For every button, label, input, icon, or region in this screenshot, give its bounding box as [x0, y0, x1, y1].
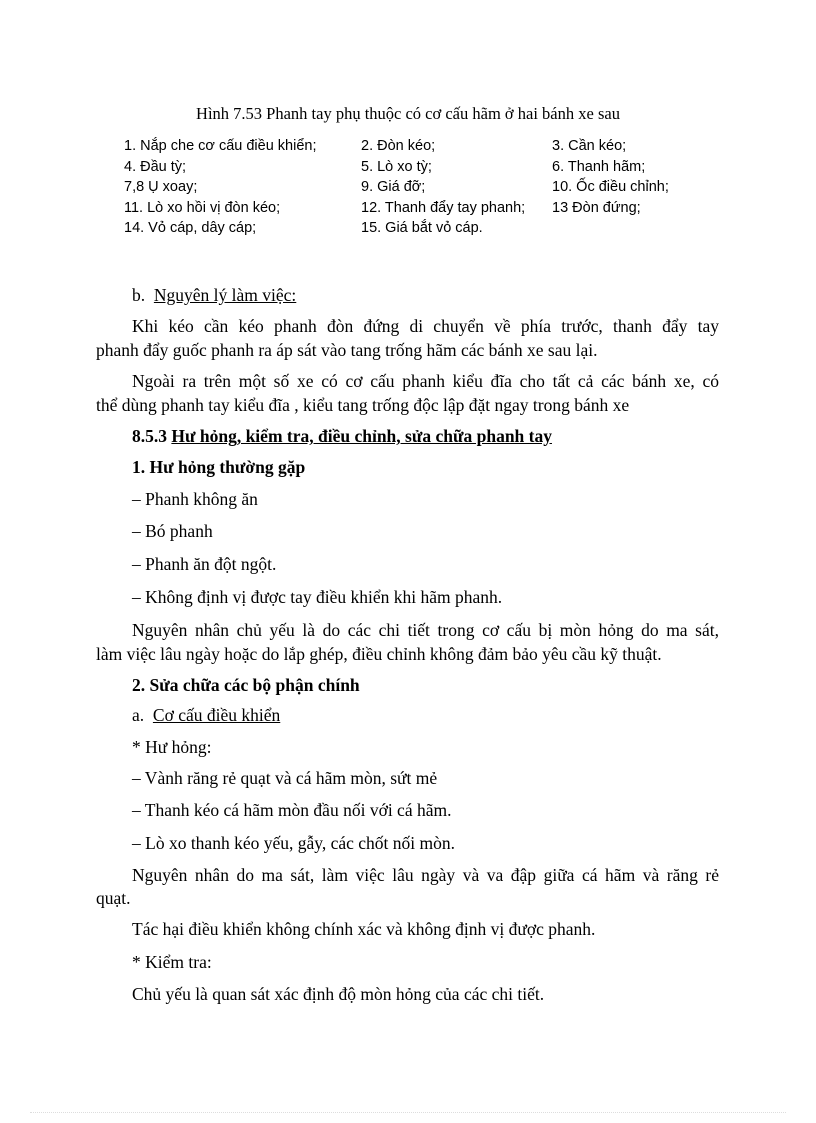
paragraph-line: Tác hại điều khiển không chính xác và không định vị được phanh. — [132, 919, 596, 939]
paragraph-line: Chủ yếu là quan sát xác định độ mòn hỏng của các chi tiết. — [132, 984, 545, 1004]
legend-item: 4. Đầu tỳ; — [124, 158, 187, 175]
legend-item: 6. Thanh hãm; — [552, 158, 646, 175]
paragraph-line: Nguyên nhân do ma sát, làm việc lâu ngày và va đập giữa cá hãm và răng rẻ — [132, 865, 719, 885]
repair-sub-title: Cơ cấu điều khiển — [152, 705, 281, 725]
subsection-heading: 2. Sửa chữa các bộ phận chính — [132, 675, 360, 695]
damage-label: * Hư hỏng: — [132, 737, 212, 757]
paragraph-line: thể dùng phanh tay kiểu đĩa , kiểu tang trống độc lập đặt ngay trong bánh xe — [96, 395, 630, 415]
legend-row — [124, 198, 724, 219]
legend-item: 14. Vỏ cáp, dây cáp; — [124, 220, 257, 236]
check-label: * Kiểm tra: — [132, 952, 212, 972]
paragraph-line: phanh đẩy guốc phanh ra áp sát vào tang trống hãm các bánh xe sau lại. — [96, 340, 598, 360]
legend-row — [124, 157, 724, 178]
section-title: Hư hỏng, kiểm tra, điều chỉnh, sửa chữa phanh tay — [171, 426, 552, 446]
legend-item: 11. Lò xo hồi vị đòn kéo; — [124, 199, 281, 216]
paragraph-line: quạt. — [96, 888, 131, 908]
list-item: – Thanh kéo cá hãm mòn đầu nối với cá hãm. — [132, 800, 452, 820]
legend-item: 13 Đòn đứng; — [552, 199, 641, 216]
repair-sub-label: a. — [132, 705, 145, 725]
list-item: – Bó phanh — [132, 521, 213, 541]
principle-title: Nguyên lý làm việc: — [153, 285, 297, 305]
legend-item: 1. Nắp che cơ cấu điều khiển; — [124, 138, 317, 154]
legend-item: 15. Giá bắt vỏ cáp. — [361, 220, 483, 236]
paragraph-line: làm việc lâu ngày hoặc do lắp ghép, điều chỉnh không đảm bảo yêu cầu kỹ thuật. — [96, 644, 662, 664]
list-item: – Phanh không ăn — [132, 489, 258, 509]
legend-row — [124, 136, 724, 157]
section-number: 8.5.3 — [132, 426, 167, 446]
legend-item: 10. Ốc điều chỉnh; — [552, 179, 669, 195]
principle-heading — [132, 283, 719, 307]
figure-legend — [124, 136, 724, 239]
paragraph-line: Ngoài ra trên một số xe có cơ cấu phanh kiểu đĩa cho tất cả các bánh xe, có — [132, 371, 719, 391]
principle-label: b. — [132, 285, 146, 305]
legend-item: 3. Cần kéo; — [552, 138, 627, 154]
legend-item: 2. Đòn kéo; — [361, 138, 436, 154]
paragraph-line: Khi kéo cần kéo phanh đòn đứng di chuyển về phía trước, thanh đẩy tay — [132, 316, 719, 336]
legend-item: 7,8 Ụ xoay; — [124, 179, 198, 195]
subsection-heading: 1. Hư hỏng thường gặp — [132, 457, 306, 477]
list-item: – Lò xo thanh kéo yếu, gẫy, các chốt nối mòn. — [132, 833, 456, 853]
figure-caption: Hình 7.53 Phanh tay phụ thuộc có cơ cấu hãm ở hai bánh xe sau — [196, 104, 620, 123]
repair-subheading — [132, 703, 719, 727]
legend-item: 9. Giá đỡ; — [361, 179, 426, 195]
section-heading — [132, 424, 719, 448]
legend-item: 12. Thanh đẩy tay phanh; — [361, 199, 526, 216]
list-item: – Vành răng rẻ quạt và cá hãm mòn, sứt mẻ — [132, 768, 438, 788]
list-item: – Phanh ăn đột ngột. — [132, 554, 277, 574]
list-item: – Không định vị được tay điều khiển khi hãm phanh. — [132, 587, 503, 607]
footer-divider — [30, 1112, 786, 1113]
legend-row — [124, 177, 724, 198]
legend-row — [124, 218, 724, 239]
paragraph-line: Nguyên nhân chủ yếu là do các chi tiết trong cơ cấu bị mòn hỏng do ma sát, — [132, 620, 719, 640]
legend-item: 5. Lò xo tỳ; — [361, 158, 432, 175]
